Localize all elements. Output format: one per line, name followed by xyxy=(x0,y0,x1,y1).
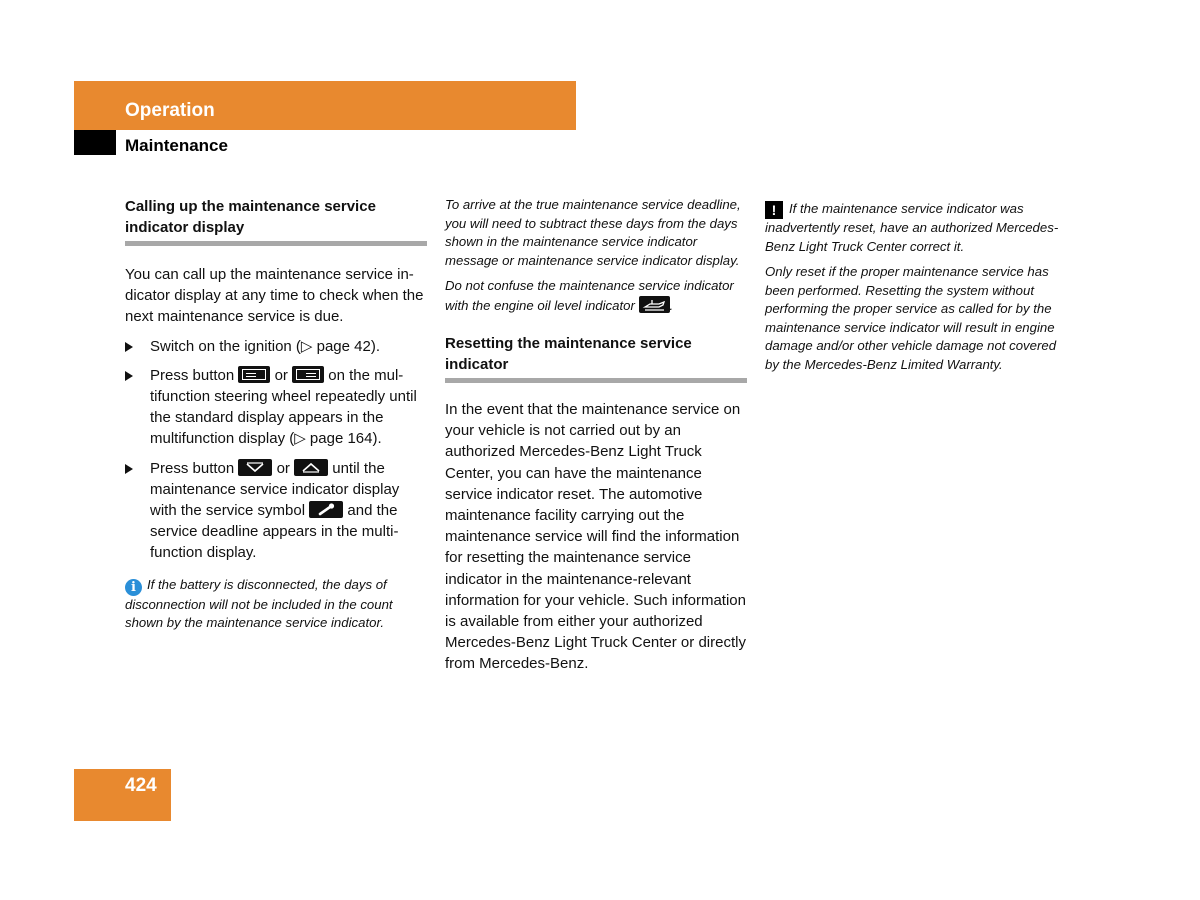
info-note xyxy=(125,576,427,633)
display-right-icon xyxy=(292,366,324,383)
warning-icon: ! xyxy=(765,201,783,219)
step-text: Press button xyxy=(150,366,235,384)
section-heading: Resetting the maintenance service indicator xyxy=(445,335,692,373)
intro-paragraph: You can call up the maintenance service indicator display at any time to check when the next maintenance service is due. xyxy=(125,266,424,326)
subsection-title: Maintenance xyxy=(125,136,228,155)
step-item xyxy=(125,458,427,564)
paragraph-text: Do not confuse the maintenance service indicator with the engine oil level indicator xyxy=(445,278,734,313)
body-paragraph: In the event that the maintenance service on your vehicle is not carried out by an authorized Mercedes-Benz Light Truck Center, you can have the maintenance service indicator reset. The automotive maintenance facility carrying out the maintenance service will find the information for resetting the maintenance service indicator in the maintenance-relevant information for your vehicle. Such information is available from either your authorized Mercedes-Benz Light Truck Center or directly from Mercedes-Benz. xyxy=(445,401,746,673)
step-text: on the multifunction steering wheel repeatedly until the standard display appears in the multifunction display (▷ page 164). xyxy=(150,366,417,448)
section-title: Operation xyxy=(125,100,215,121)
display-left-icon xyxy=(238,366,270,383)
page-number: 424 xyxy=(125,775,157,796)
step-item xyxy=(125,365,427,450)
heading-rule xyxy=(125,241,427,246)
note-text: If the battery is disconnected, the days of disconnection will not be included in the count shown by the maintenance service indicator. xyxy=(125,576,393,631)
arrow-up-icon xyxy=(294,459,328,476)
info-icon: i xyxy=(125,579,142,596)
subsection-marker xyxy=(74,130,116,155)
step-text: and the service deadline appears in the multifunction display. xyxy=(150,502,399,562)
step-text: or xyxy=(274,366,288,384)
oil-level-icon xyxy=(639,296,670,313)
wrench-icon xyxy=(309,501,343,518)
arrow-down-icon xyxy=(238,459,272,476)
bullet-triangle-icon xyxy=(125,342,133,352)
step-text: Switch on the ignition (▷ page 42). xyxy=(150,337,381,355)
step-text: or xyxy=(276,459,290,477)
italic-paragraph: Do not confuse the maintenance service indicator with the engine oil level indicator . xyxy=(445,278,734,313)
step-text: until the maintenance service indicator display with the service symbol xyxy=(150,459,400,520)
heading-rule xyxy=(445,378,747,383)
warning-text: If the maintenance service indicator was inadvertently reset, have an authorized Mercedes-Benz Light Truck Center correct it. xyxy=(765,201,1059,254)
italic-paragraph: Only reset if the proper maintenance service has been performed. Resetting the system without performing the proper service as called for by the maintenance service indicator will result in engine damage and/or other vehicle damage not covered by the Mercedes-Benz Limited Warranty. xyxy=(765,264,1057,372)
column-right xyxy=(765,196,1067,374)
italic-paragraph: To arrive at the true maintenance service deadline, you will need to subtract these days from the days shown in the maintenance service indicator message or maintenance service indicator display. xyxy=(445,197,741,268)
column-left xyxy=(125,196,427,633)
step-item xyxy=(125,336,427,357)
bullet-triangle-icon xyxy=(125,464,133,474)
column-middle xyxy=(445,196,747,675)
warning-note xyxy=(765,200,1067,256)
step-text: Press button xyxy=(150,459,235,477)
bullet-triangle-icon xyxy=(125,371,133,381)
section-heading: Calling up the maintenance service indicator display xyxy=(125,198,376,236)
